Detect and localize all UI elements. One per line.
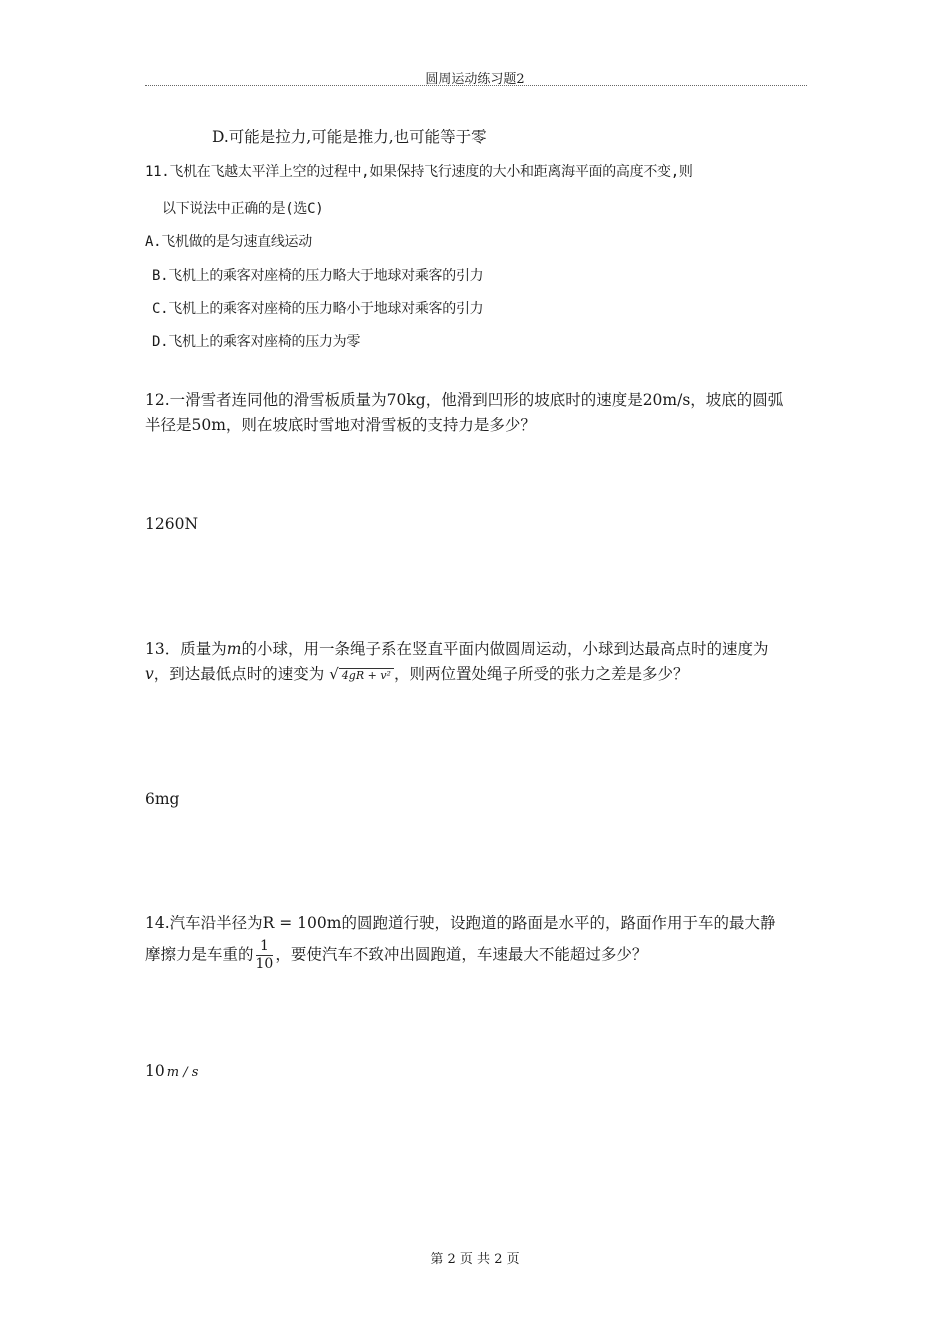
q11-option-b: B.飞机上的乘客对座椅的压力略大于地球对乘客的引力 xyxy=(152,268,484,284)
q11-line2: 以下说法中正确的是(选C) xyxy=(162,201,324,217)
q14-answer xyxy=(145,1061,198,1083)
q14-fraction-numerator: 1 xyxy=(256,938,274,956)
q13-line1 xyxy=(145,639,768,659)
q13-line1-suffix: 的小球，用一条绳子系在竖直平面内做圆周运动，小球到达最高点时的速度为 xyxy=(241,640,769,658)
q11-option-a: A.飞机做的是匀速直线运动 xyxy=(145,234,312,250)
q11-option-d: D.飞机上的乘客对座椅的压力为零 xyxy=(152,334,361,350)
q14-fraction xyxy=(256,938,274,973)
q14-fraction-denominator: 10 xyxy=(255,956,274,972)
header-rule xyxy=(145,85,807,86)
q14-line2 xyxy=(145,938,647,973)
q10-option-d: D.可能是拉力,可能是推力,也可能等于零 xyxy=(212,128,487,146)
q13-velocity-symbol: v xyxy=(145,665,154,683)
q13-line2 xyxy=(145,664,688,686)
q12-answer: 1260N xyxy=(145,515,199,533)
q14-answer-unit: m / s xyxy=(166,1065,199,1080)
q11-option-c: C.飞机上的乘客对座椅的压力略小于地球对乘客的引力 xyxy=(152,301,484,317)
page-header: 圆周运动练习题2 xyxy=(425,72,525,87)
q12-line2: 半径是50m，则在坡底时雪地对滑雪板的支持力是多少？ xyxy=(145,416,536,434)
q13-mass-symbol: m xyxy=(226,640,242,658)
q14-line2-suffix: ，要使汽车不致冲出圆跑道，车速最大不能超过多少？ xyxy=(275,945,648,964)
q14-line2-prefix: 摩擦力是车重的 xyxy=(145,945,254,964)
page-footer: 第 2 页 共 2 页 xyxy=(430,1252,520,1267)
q14-answer-value: 10 xyxy=(145,1062,165,1080)
q13-answer: 6mg xyxy=(145,790,180,808)
q14-line1: 14.汽车沿半径为R = 100m的圆跑道行驶，设跑道的路面是水平的，路面作用于车的最大静 xyxy=(145,914,776,932)
q13-line2-prefix: ，到达最低点时的速变为 xyxy=(153,665,325,683)
q13-line1-prefix: 13．质量为 xyxy=(145,640,227,658)
q12-line1: 12.一滑雪者连同他的滑雪板质量为70kg，他滑到凹形的坡底时的速度是20m/s，坡底的圆弧 xyxy=(145,391,784,409)
q13-sqrt-expression: √ 4gR + v² xyxy=(329,664,394,686)
q11-line1: 11.飞机在飞越太平洋上空的过程中,如果保持飞行速度的大小和距离海平面的高度不变,则 xyxy=(145,164,693,180)
q13-line2-suffix: ，则两位置处绳子所受的张力之差是多少？ xyxy=(393,665,689,683)
q13-sqrt-radicand: 4gR + v² xyxy=(339,668,394,682)
